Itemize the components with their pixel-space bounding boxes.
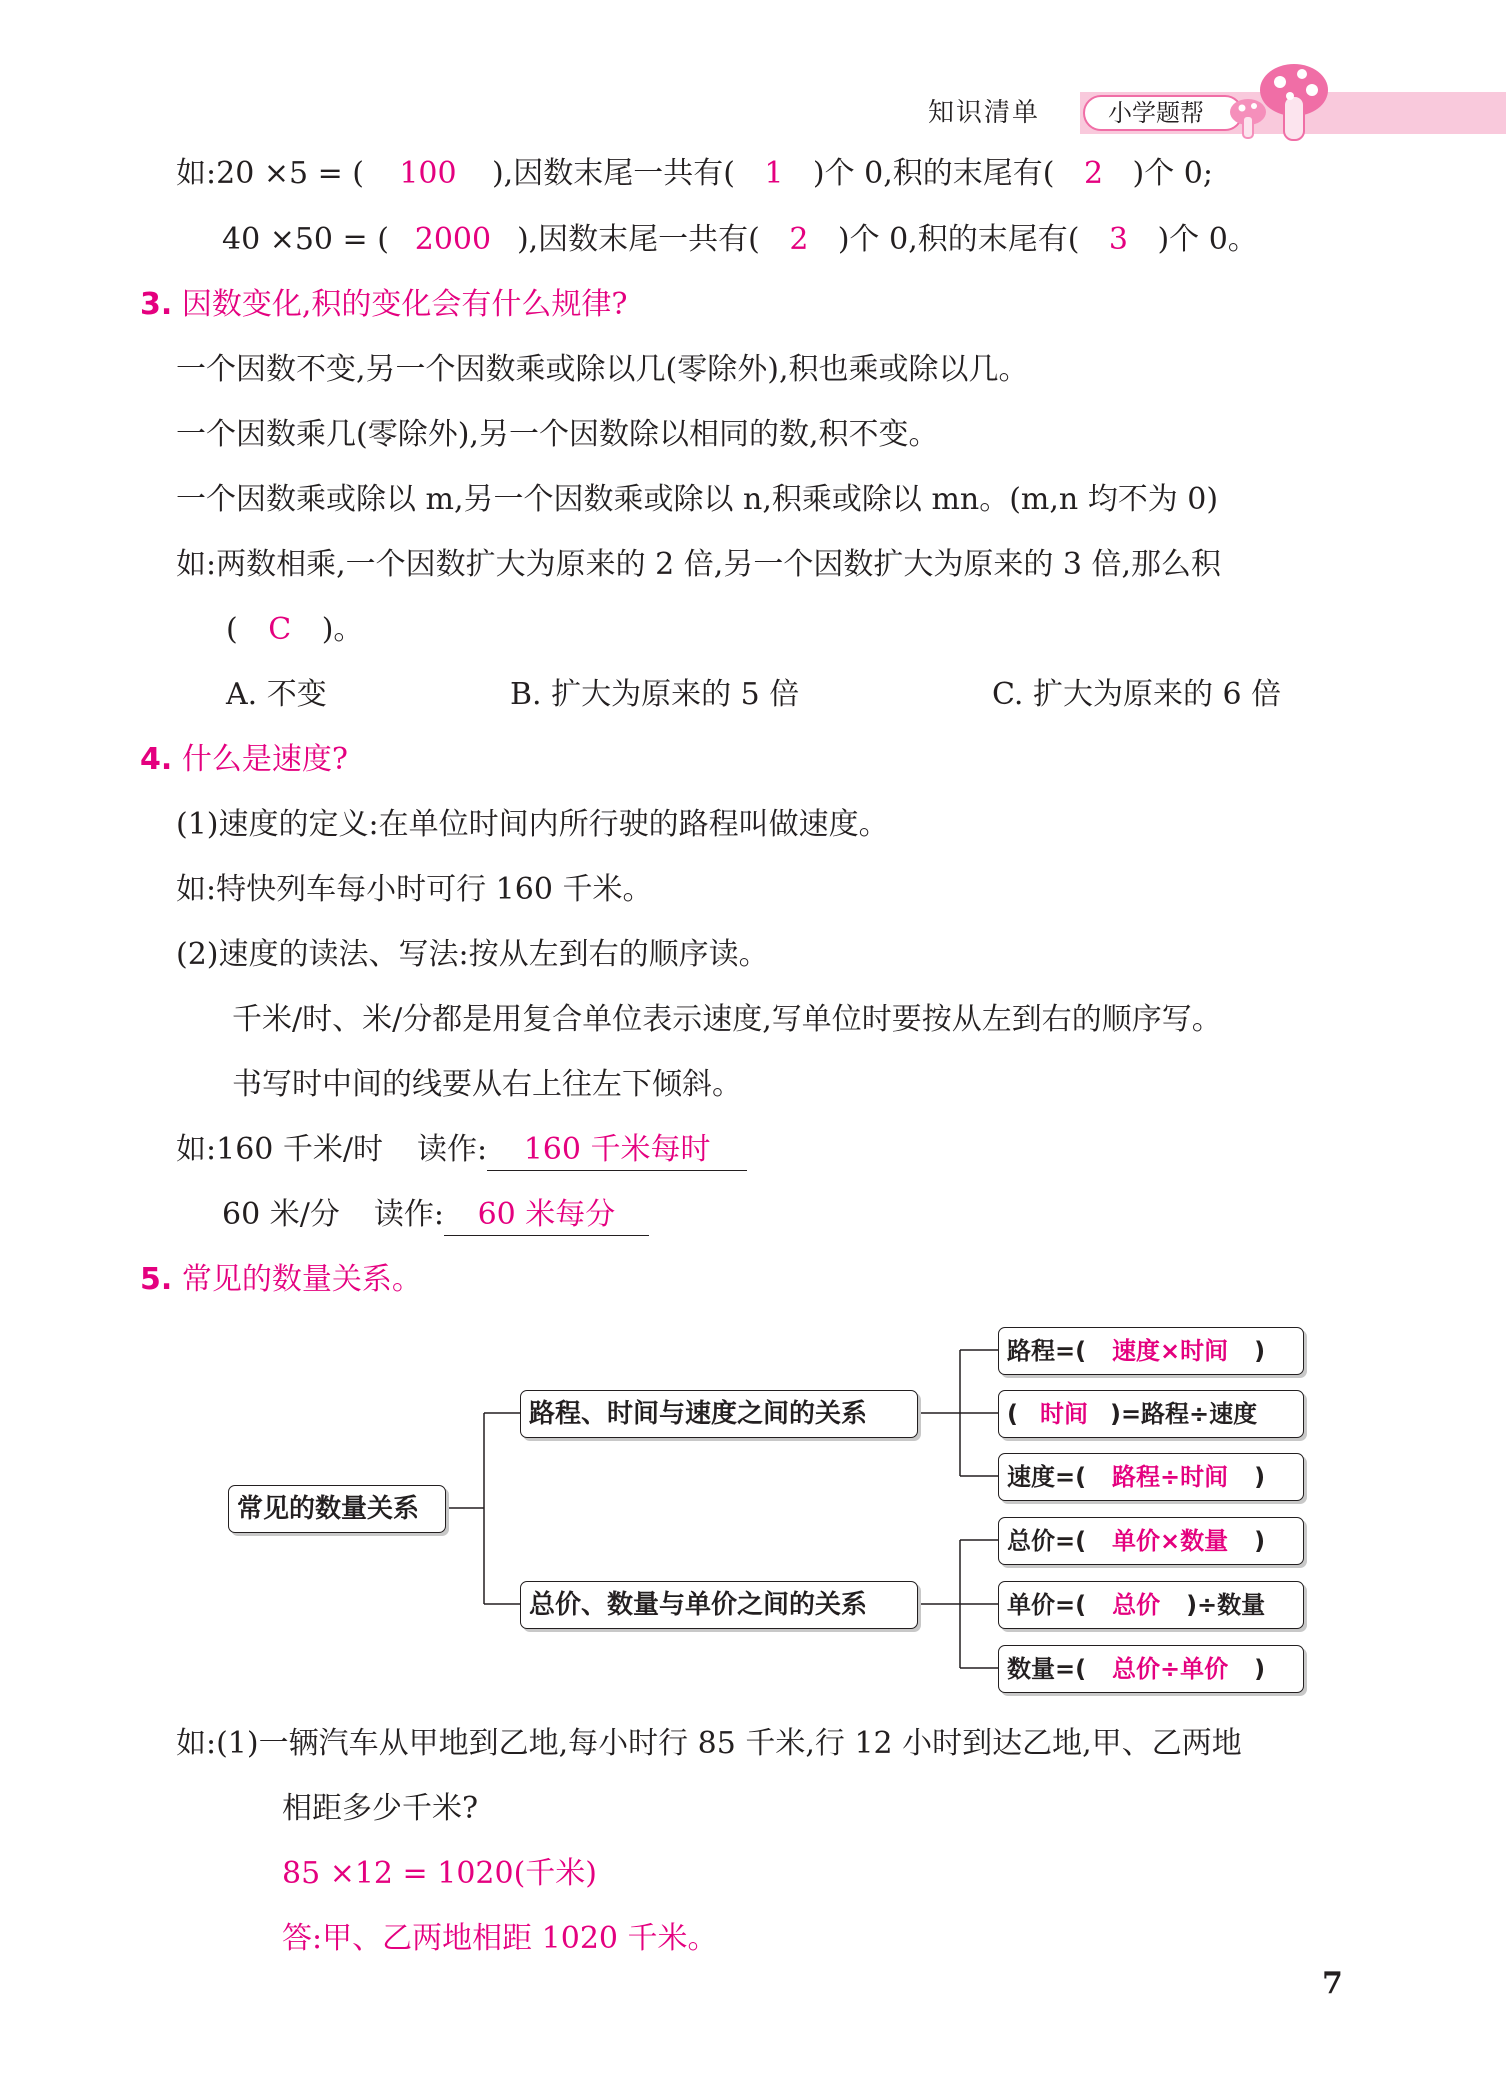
word-problem-answer: 答:甲、乙两地相距 1020 千米。 [282, 1921, 718, 1956]
speed-example: 如:特快列车每小时可行 160 千米。 [176, 872, 653, 907]
option-c: C. 扩大为原来的 6 倍 [992, 677, 1282, 712]
tree-branch-price: 总价、数量与单价之间的关系 [520, 1581, 918, 1629]
option-a: A. 不变 [226, 677, 327, 712]
answer-blank: 100 [399, 156, 457, 191]
answer-blank: C [268, 612, 292, 647]
tree-branch-distance: 路程、时间与速度之间的关系 [520, 1390, 918, 1438]
word-problem-line-1: 如:(1)一辆汽车从甲地到乙地,每小时行 85 千米,行 12 小时到达乙地,甲、乙两地 [176, 1726, 1242, 1761]
header-title: 知识清单 [928, 98, 1041, 128]
header-tag: 小学题帮 [1108, 99, 1204, 127]
example-line-2: 40 ×50 = ( 2000 ),因数末尾一共有( 2 )个 0,积的末尾有( 3 )个 0。 [222, 220, 1258, 260]
speed-reading: (2)速度的读法、写法:按从左到右的顺序读。 [176, 937, 769, 972]
reading-example-2: 60 米/分 读作: 60 米每分 [222, 1195, 649, 1236]
section-3-heading: 3. 因数变化,积的变化会有什么规律? [140, 287, 628, 322]
word-problem-calculation: 85 ×12 = 1020(千米) [282, 1856, 597, 1891]
option-b: B. 扩大为原来的 5 倍 [510, 677, 800, 712]
example-question: 如:两数相乘,一个因数扩大为原来的 2 倍,另一个因数扩大为原来的 3 倍,那么积 [176, 547, 1222, 582]
reading-example-1: 如:160 千米/时 读作: 160 千米每时 [176, 1130, 747, 1171]
rule-3: 一个因数乘或除以 m,另一个因数乘或除以 n,积乘或除以 mn。(m,n 均不为 0) [176, 482, 1219, 517]
answer-blank: 2000 [414, 222, 492, 257]
page-number: 7 [1322, 1966, 1343, 2001]
tree-leaf-speed: 速度=( 路程÷时间 ) [998, 1453, 1304, 1501]
speed-writing-1: 千米/时、米/分都是用复合单位表示速度,写单位时要按从左到右的顺序写。 [232, 1002, 1222, 1037]
tree-leaf-quantity: 数量=( 总价÷单价 ) [998, 1645, 1304, 1693]
answer-blank: 2 [1083, 156, 1104, 191]
section-5-heading: 5. 常见的数量关系。 [140, 1262, 422, 1297]
tree-leaf-distance: 路程=( 速度×时间 ) [998, 1327, 1304, 1375]
answer-blank: 3 [1108, 222, 1129, 257]
example-line-1: 如:20 ×5 = ( 100 ),因数末尾一共有( 1 )个 0,积的末尾有( 2 )个 0; [176, 154, 1213, 194]
rule-2: 一个因数乘几(零除外),另一个因数除以相同的数,积不变。 [176, 417, 939, 452]
answer-blank: 2 [789, 222, 809, 257]
section-4-heading: 4. 什么是速度? [140, 742, 348, 777]
tree-leaf-time: ( 时间 )=路程÷速度 [998, 1390, 1304, 1438]
tree-root: 常见的数量关系 [228, 1485, 446, 1533]
example-answer-line: ( C )。 [226, 610, 363, 650]
speed-definition: (1)速度的定义:在单位时间内所行驶的路程叫做速度。 [176, 807, 889, 842]
rule-1: 一个因数不变,另一个因数乘或除以几(零除外),积也乘或除以几。 [176, 352, 1029, 387]
tree-leaf-total: 总价=( 单价×数量 ) [998, 1517, 1304, 1565]
word-problem-line-2: 相距多少千米? [282, 1791, 479, 1826]
answer-underline: 160 千米每时 [487, 1130, 747, 1171]
answer-blank: 1 [764, 156, 784, 191]
answer-underline: 60 米每分 [444, 1195, 649, 1236]
speed-writing-2: 书写时中间的线要从右上往左下倾斜。 [232, 1067, 742, 1102]
tree-leaf-unit-price: 单价=( 总价 )÷数量 [998, 1581, 1304, 1629]
